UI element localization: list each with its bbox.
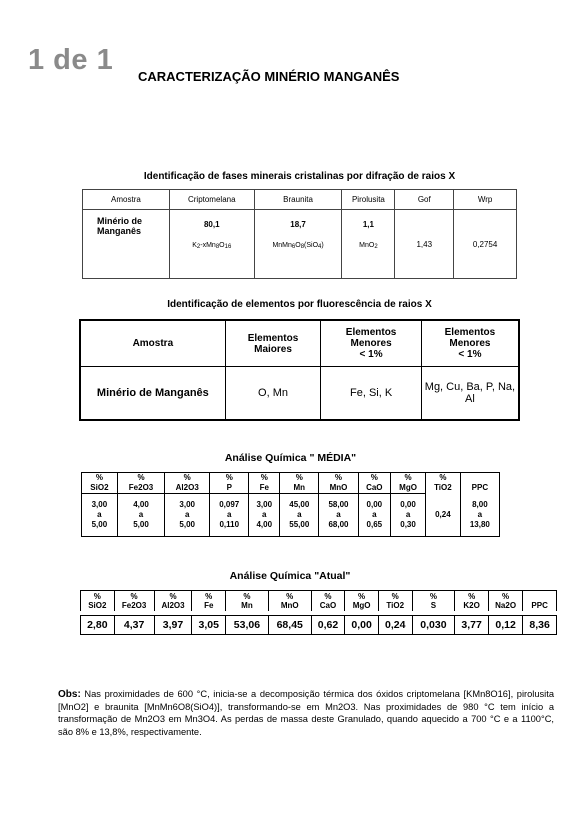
pirolusita-cell (342, 210, 395, 279)
column-header: % MgO (391, 473, 426, 494)
media-caption: Análise Química " MÉDIA" (224, 452, 357, 464)
wrp-value: 0,2754 (454, 210, 517, 279)
column-header: % TiO2 (378, 591, 412, 612)
obs-label: Obs: (58, 689, 81, 700)
value-cell: 4,37 (114, 616, 154, 635)
range-cell: 3,00 a 5,00 (165, 494, 210, 537)
sample-cell: Minério de Manganês (80, 367, 225, 421)
value-cell: 68,45 (268, 616, 311, 635)
column-header: PPC (460, 473, 499, 494)
column-header: % CaO (311, 591, 345, 612)
media-table (81, 472, 500, 537)
range-cell: 0,097 a 0,110 (210, 494, 249, 537)
xrf-caption: Identificação de elementos por fluorescência de raios X (167, 299, 432, 310)
value-cell: 2,80 (81, 616, 115, 635)
major-elements-cell: O, Mn (225, 367, 321, 421)
column-header: % Fe (192, 591, 226, 612)
value-cell: 0,00 (345, 616, 379, 635)
column-header: Wrp (454, 190, 517, 210)
column-header: Gof (395, 190, 454, 210)
table-row (80, 367, 519, 421)
criptomelana-value: 80,1 (203, 220, 220, 229)
column-header: Criptomelana (169, 190, 254, 210)
braunita-formula: $MnMn_6O_8(SiO_4)$ (272, 242, 324, 250)
document-title: CARACTERIZAÇÃO MINÉRIO MANGANÊS (138, 69, 400, 84)
range-cell: 4,00 a 5,00 (117, 494, 164, 537)
column-header: % S (412, 591, 455, 612)
value-cell: 3,97 (154, 616, 192, 635)
range-cell: 0,00 a 0,30 (391, 494, 426, 537)
range-cell: 3,00 a 5,00 (82, 494, 118, 537)
column-header: % MgO (345, 591, 379, 612)
value-cell: 0,12 (488, 616, 522, 635)
table-row (82, 494, 500, 537)
column-header: % SiO2 (82, 473, 118, 494)
column-header: % TiO2 (426, 473, 461, 494)
minor-elements-cell: Fe, Si, K (321, 367, 422, 421)
obs-text: Nas proximidades de 600 °C, inicia-se a decomposição térmica dos óxidos criptomelana [KMn8O16], pirolusita [MnO2] e braunita [MnMn6O8(SiO4)], transformando-se em Mn2O3. Nas proximidades de 980 °C tem início a transformação de Mn2O3 em Mn3O4. As perdas de massa deste Granulado, quando aquecido a 700 °C e a 1100°C, são 8% e 13,8%, respectivamente. (58, 689, 554, 737)
atual-caption: Análise Química "Atual" (229, 570, 351, 582)
column-header: % MnO (319, 473, 358, 494)
gof-value: 1,43 (395, 210, 454, 279)
xrf-table (79, 319, 520, 421)
column-header: Pirolusita (342, 190, 395, 210)
column-header: Amostra (83, 190, 170, 210)
value-cell: 53,06 (226, 616, 269, 635)
column-header: Elementos Menores < 1% (421, 320, 519, 367)
range-cell: 58,00 a 68,00 (319, 494, 358, 537)
table-header-row (80, 320, 519, 367)
observation-note (58, 688, 554, 738)
xrd-table (82, 189, 517, 279)
pirolusita-value: 1,1 (362, 220, 374, 229)
value-cell: 0,62 (311, 616, 345, 635)
column-header: % Al2O3 (165, 473, 210, 494)
column-header: % MnO (268, 591, 311, 612)
criptomelana-formula: $K_2-xMn_8O_{16}$ (192, 242, 232, 250)
braunita-cell (254, 210, 342, 279)
table-header-row (82, 473, 500, 494)
range-cell: 8,00 a 13,80 (460, 494, 499, 537)
column-header: % Fe2O3 (117, 473, 164, 494)
column-header: % Al2O3 (154, 591, 192, 612)
value-cell: 3,77 (455, 616, 489, 635)
criptomelana-cell (169, 210, 254, 279)
column-header: % SiO2 (81, 591, 115, 612)
column-header: % K2O (455, 591, 489, 612)
column-header: Elementos Maiores (225, 320, 321, 367)
value-cell: 8,36 (523, 616, 557, 635)
range-cell: 45,00 a 55,00 (280, 494, 319, 537)
column-header: PPC (523, 591, 557, 612)
atual-table (80, 590, 557, 635)
range-cell: 3,00 a 4,00 (249, 494, 280, 537)
table-row (83, 210, 517, 279)
xrd-caption: Identificação de fases minerais cristalinas por difração de raios X (143, 171, 456, 182)
column-header: % Mn (226, 591, 269, 612)
column-header: % Na2O (488, 591, 522, 612)
column-header: % Fe (249, 473, 280, 494)
value-cell: 3,05 (192, 616, 226, 635)
column-header: % CaO (358, 473, 391, 494)
minor-elements-cell: Mg, Cu, Ba, P, Na, Al (421, 367, 519, 421)
value-cell: 0,030 (412, 616, 455, 635)
column-header: % P (210, 473, 249, 494)
value-cell: 0,24 (426, 494, 461, 537)
column-header: % Mn (280, 473, 319, 494)
column-header: Amostra (80, 320, 225, 367)
column-header: % Fe2O3 (114, 591, 154, 612)
range-cell: 0,00 a 0,65 (358, 494, 391, 537)
braunita-value: 18,7 (290, 220, 306, 229)
column-header: Elementos Menores < 1% (321, 320, 422, 367)
table-header-row (83, 190, 517, 210)
table-row (81, 616, 557, 635)
page-number: 1 de 1 (28, 44, 114, 76)
table-header-row (81, 591, 557, 612)
value-cell: 0,24 (378, 616, 412, 635)
column-header: Braunita (254, 190, 342, 210)
sample-cell: Minério de Manganês (83, 210, 170, 279)
pirolusita-formula: MnO$_2$ (359, 242, 378, 250)
